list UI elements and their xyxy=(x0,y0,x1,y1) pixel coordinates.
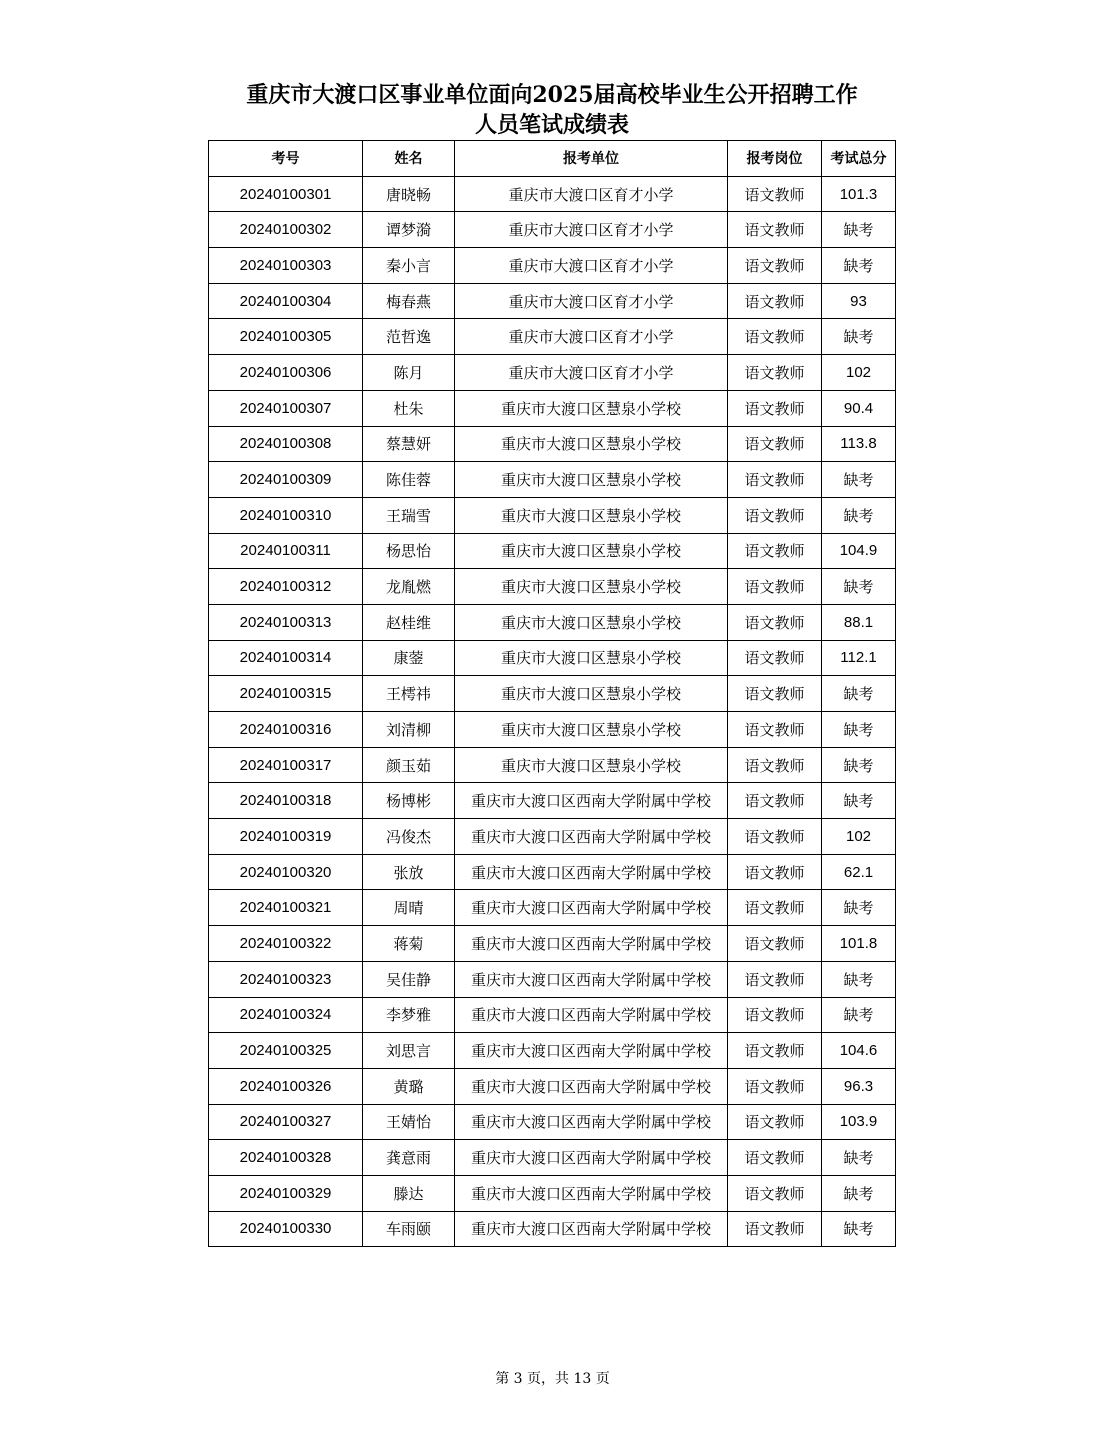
total-score-cell: 101.3 xyxy=(822,176,896,212)
table-row xyxy=(209,319,896,355)
table-row xyxy=(209,997,896,1033)
table-row xyxy=(209,1104,896,1140)
total-score-cell: 90.4 xyxy=(822,390,896,426)
total-score-cell: 88.1 xyxy=(822,604,896,640)
post-cell: 语文教师 xyxy=(728,569,822,605)
name-cell: 谭梦漪 xyxy=(363,212,455,248)
document-title xyxy=(208,80,896,140)
post-cell: 语文教师 xyxy=(728,497,822,533)
name-cell: 唐晓畅 xyxy=(363,176,455,212)
table-row xyxy=(209,604,896,640)
header-exam-id: 考号 xyxy=(209,141,363,177)
name-cell: 王瑞雪 xyxy=(363,497,455,533)
post-cell: 语文教师 xyxy=(728,640,822,676)
post-cell: 语文教师 xyxy=(728,604,822,640)
post-cell: 语文教师 xyxy=(728,1033,822,1069)
exam-id-cell: 20240100311 xyxy=(209,533,363,569)
total-score-cell: 缺考 xyxy=(822,497,896,533)
total-score-cell: 缺考 xyxy=(822,676,896,712)
unit-cell: 重庆市大渡口区西南大学附属中学校 xyxy=(455,819,728,855)
unit-cell: 重庆市大渡口区西南大学附属中学校 xyxy=(455,1140,728,1176)
table-row xyxy=(209,747,896,783)
name-cell: 滕达 xyxy=(363,1175,455,1211)
unit-cell: 重庆市大渡口区西南大学附属中学校 xyxy=(455,961,728,997)
table-row xyxy=(209,355,896,391)
table-row xyxy=(209,569,896,605)
table-row xyxy=(209,854,896,890)
name-cell: 张放 xyxy=(363,854,455,890)
unit-cell: 重庆市大渡口区慧泉小学校 xyxy=(455,497,728,533)
table-row xyxy=(209,497,896,533)
table-row xyxy=(209,426,896,462)
name-cell: 赵桂维 xyxy=(363,604,455,640)
table-row xyxy=(209,1211,896,1247)
unit-cell: 重庆市大渡口区西南大学附属中学校 xyxy=(455,854,728,890)
post-cell: 语文教师 xyxy=(728,319,822,355)
total-score-cell: 93 xyxy=(822,283,896,319)
post-cell: 语文教师 xyxy=(728,248,822,284)
exam-id-cell: 20240100310 xyxy=(209,497,363,533)
post-cell: 语文教师 xyxy=(728,1140,822,1176)
exam-id-cell: 20240100318 xyxy=(209,783,363,819)
exam-id-cell: 20240100324 xyxy=(209,997,363,1033)
post-cell: 语文教师 xyxy=(728,1104,822,1140)
table-row xyxy=(209,712,896,748)
unit-cell: 重庆市大渡口区西南大学附属中学校 xyxy=(455,1175,728,1211)
unit-cell: 重庆市大渡口区育才小学 xyxy=(455,319,728,355)
unit-cell: 重庆市大渡口区西南大学附属中学校 xyxy=(455,997,728,1033)
name-cell: 周晴 xyxy=(363,890,455,926)
total-score-cell: 62.1 xyxy=(822,854,896,890)
unit-cell: 重庆市大渡口区慧泉小学校 xyxy=(455,604,728,640)
name-cell: 冯俊杰 xyxy=(363,819,455,855)
header-total-score: 考试总分 xyxy=(822,141,896,177)
name-cell: 蔡慧妍 xyxy=(363,426,455,462)
table-row xyxy=(209,462,896,498)
unit-cell: 重庆市大渡口区慧泉小学校 xyxy=(455,426,728,462)
header-post: 报考岗位 xyxy=(728,141,822,177)
total-score-cell: 缺考 xyxy=(822,248,896,284)
table-body xyxy=(209,176,896,1247)
table-row xyxy=(209,212,896,248)
exam-id-cell: 20240100313 xyxy=(209,604,363,640)
name-cell: 秦小言 xyxy=(363,248,455,284)
exam-id-cell: 20240100330 xyxy=(209,1211,363,1247)
total-score-cell: 96.3 xyxy=(822,1068,896,1104)
exam-id-cell: 20240100323 xyxy=(209,961,363,997)
post-cell: 语文教师 xyxy=(728,747,822,783)
exam-id-cell: 20240100320 xyxy=(209,854,363,890)
table-row xyxy=(209,926,896,962)
table-row xyxy=(209,176,896,212)
total-score-cell: 缺考 xyxy=(822,712,896,748)
unit-cell: 重庆市大渡口区慧泉小学校 xyxy=(455,533,728,569)
total-score-cell: 104.9 xyxy=(822,533,896,569)
post-cell: 语文教师 xyxy=(728,1175,822,1211)
post-cell: 语文教师 xyxy=(728,783,822,819)
total-score-cell: 102 xyxy=(822,819,896,855)
table-row xyxy=(209,1140,896,1176)
name-cell: 刘清柳 xyxy=(363,712,455,748)
name-cell: 龙胤燃 xyxy=(363,569,455,605)
exam-id-cell: 20240100312 xyxy=(209,569,363,605)
unit-cell: 重庆市大渡口区西南大学附属中学校 xyxy=(455,783,728,819)
post-cell: 语文教师 xyxy=(728,997,822,1033)
name-cell: 车雨颐 xyxy=(363,1211,455,1247)
table-row xyxy=(209,961,896,997)
table-row xyxy=(209,1033,896,1069)
name-cell: 杨思怡 xyxy=(363,533,455,569)
table-row xyxy=(209,676,896,712)
exam-id-cell: 20240100314 xyxy=(209,640,363,676)
unit-cell: 重庆市大渡口区西南大学附属中学校 xyxy=(455,1033,728,1069)
total-score-cell: 112.1 xyxy=(822,640,896,676)
post-cell: 语文教师 xyxy=(728,390,822,426)
name-cell: 龚意雨 xyxy=(363,1140,455,1176)
table-row xyxy=(209,248,896,284)
unit-cell: 重庆市大渡口区育才小学 xyxy=(455,176,728,212)
post-cell: 语文教师 xyxy=(728,283,822,319)
post-cell: 语文教师 xyxy=(728,854,822,890)
post-cell: 语文教师 xyxy=(728,712,822,748)
post-cell: 语文教师 xyxy=(728,819,822,855)
exam-id-cell: 20240100328 xyxy=(209,1140,363,1176)
exam-id-cell: 20240100308 xyxy=(209,426,363,462)
post-cell: 语文教师 xyxy=(728,676,822,712)
name-cell: 梅春燕 xyxy=(363,283,455,319)
total-score-cell: 103.9 xyxy=(822,1104,896,1140)
post-cell: 语文教师 xyxy=(728,1211,822,1247)
table-row xyxy=(209,640,896,676)
unit-cell: 重庆市大渡口区西南大学附属中学校 xyxy=(455,890,728,926)
total-score-cell: 缺考 xyxy=(822,462,896,498)
name-cell: 王婧怡 xyxy=(363,1104,455,1140)
post-cell: 语文教师 xyxy=(728,176,822,212)
total-score-cell: 113.8 xyxy=(822,426,896,462)
post-cell: 语文教师 xyxy=(728,462,822,498)
unit-cell: 重庆市大渡口区慧泉小学校 xyxy=(455,712,728,748)
name-cell: 陈月 xyxy=(363,355,455,391)
post-cell: 语文教师 xyxy=(728,355,822,391)
total-score-cell: 缺考 xyxy=(822,961,896,997)
table-row xyxy=(209,819,896,855)
total-score-cell: 101.8 xyxy=(822,926,896,962)
name-cell: 范哲逸 xyxy=(363,319,455,355)
post-cell: 语文教师 xyxy=(728,212,822,248)
name-cell: 陈佳蓉 xyxy=(363,462,455,498)
exam-id-cell: 20240100326 xyxy=(209,1068,363,1104)
post-cell: 语文教师 xyxy=(728,426,822,462)
exam-id-cell: 20240100317 xyxy=(209,747,363,783)
table-row xyxy=(209,1175,896,1211)
unit-cell: 重庆市大渡口区西南大学附属中学校 xyxy=(455,926,728,962)
name-cell: 刘思言 xyxy=(363,1033,455,1069)
exam-id-cell: 20240100306 xyxy=(209,355,363,391)
header-name: 姓名 xyxy=(363,141,455,177)
exam-id-cell: 20240100309 xyxy=(209,462,363,498)
unit-cell: 重庆市大渡口区慧泉小学校 xyxy=(455,676,728,712)
post-cell: 语文教师 xyxy=(728,926,822,962)
page-footer: 第 3 页，共 13 页 xyxy=(495,1371,610,1387)
total-score-cell: 缺考 xyxy=(822,747,896,783)
unit-cell: 重庆市大渡口区育才小学 xyxy=(455,212,728,248)
total-score-cell: 缺考 xyxy=(822,1140,896,1176)
total-score-cell: 缺考 xyxy=(822,319,896,355)
name-cell: 王樗祎 xyxy=(363,676,455,712)
total-score-cell: 缺考 xyxy=(822,997,896,1033)
title-line-2: 人员笔试成绩表 xyxy=(474,112,629,138)
table-row xyxy=(209,283,896,319)
total-score-cell: 缺考 xyxy=(822,890,896,926)
exam-id-cell: 20240100302 xyxy=(209,212,363,248)
header-unit: 报考单位 xyxy=(455,141,728,177)
exam-id-cell: 20240100301 xyxy=(209,176,363,212)
total-score-cell: 缺考 xyxy=(822,212,896,248)
table-row xyxy=(209,1068,896,1104)
total-score-cell: 104.6 xyxy=(822,1033,896,1069)
exam-id-cell: 20240100321 xyxy=(209,890,363,926)
name-cell: 李梦雅 xyxy=(363,997,455,1033)
table-row xyxy=(209,783,896,819)
total-score-cell: 102 xyxy=(822,355,896,391)
name-cell: 颜玉茹 xyxy=(363,747,455,783)
total-score-cell: 缺考 xyxy=(822,569,896,605)
exam-id-cell: 20240100325 xyxy=(209,1033,363,1069)
score-table xyxy=(208,140,896,1247)
total-score-cell: 缺考 xyxy=(822,783,896,819)
name-cell: 吴佳静 xyxy=(363,961,455,997)
name-cell: 康蓥 xyxy=(363,640,455,676)
title-line-1: 重庆市大渡口区事业单位面向2025届高校毕业生公开招聘工作 xyxy=(246,82,858,108)
unit-cell: 重庆市大渡口区西南大学附属中学校 xyxy=(455,1068,728,1104)
post-cell: 语文教师 xyxy=(728,1068,822,1104)
exam-id-cell: 20240100315 xyxy=(209,676,363,712)
name-cell: 黄璐 xyxy=(363,1068,455,1104)
exam-id-cell: 20240100307 xyxy=(209,390,363,426)
exam-id-cell: 20240100303 xyxy=(209,248,363,284)
post-cell: 语文教师 xyxy=(728,890,822,926)
unit-cell: 重庆市大渡口区育才小学 xyxy=(455,248,728,284)
table-row xyxy=(209,890,896,926)
total-score-cell: 缺考 xyxy=(822,1211,896,1247)
exam-id-cell: 20240100305 xyxy=(209,319,363,355)
table-row xyxy=(209,533,896,569)
name-cell: 蒋菊 xyxy=(363,926,455,962)
unit-cell: 重庆市大渡口区西南大学附属中学校 xyxy=(455,1211,728,1247)
exam-id-cell: 20240100304 xyxy=(209,283,363,319)
exam-id-cell: 20240100319 xyxy=(209,819,363,855)
unit-cell: 重庆市大渡口区育才小学 xyxy=(455,355,728,391)
table-header-row xyxy=(209,141,896,177)
exam-id-cell: 20240100329 xyxy=(209,1175,363,1211)
table-row xyxy=(209,390,896,426)
unit-cell: 重庆市大渡口区慧泉小学校 xyxy=(455,462,728,498)
unit-cell: 重庆市大渡口区慧泉小学校 xyxy=(455,569,728,605)
name-cell: 杨博彬 xyxy=(363,783,455,819)
name-cell: 杜朱 xyxy=(363,390,455,426)
post-cell: 语文教师 xyxy=(728,533,822,569)
unit-cell: 重庆市大渡口区慧泉小学校 xyxy=(455,747,728,783)
unit-cell: 重庆市大渡口区西南大学附属中学校 xyxy=(455,1104,728,1140)
unit-cell: 重庆市大渡口区慧泉小学校 xyxy=(455,390,728,426)
exam-id-cell: 20240100322 xyxy=(209,926,363,962)
unit-cell: 重庆市大渡口区慧泉小学校 xyxy=(455,640,728,676)
total-score-cell: 缺考 xyxy=(822,1175,896,1211)
unit-cell: 重庆市大渡口区育才小学 xyxy=(455,283,728,319)
exam-id-cell: 20240100316 xyxy=(209,712,363,748)
post-cell: 语文教师 xyxy=(728,961,822,997)
exam-id-cell: 20240100327 xyxy=(209,1104,363,1140)
